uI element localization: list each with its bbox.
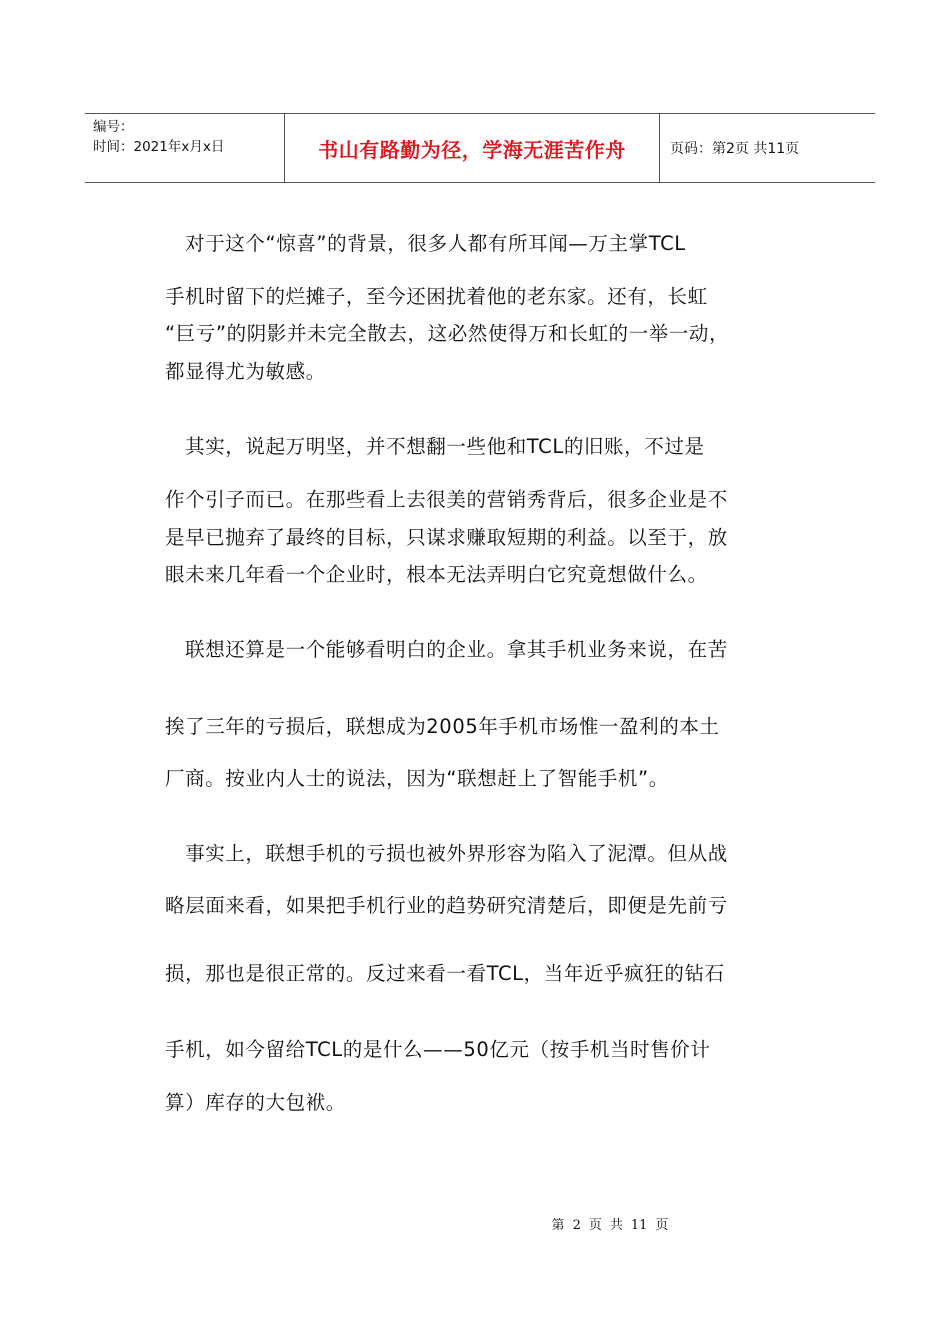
text-line: 联想还算是一个能够看明白的企业。拿其手机业务来说，在苦 (165, 638, 728, 661)
text-line: 算）库存的大包袱。 (165, 1091, 346, 1114)
footer-ye: 页 (588, 1218, 602, 1233)
text-line: 手机，如今留给TCL的是什么——50亿元（按手机当时售价计 (165, 1038, 711, 1061)
footer-ye2: 页 (655, 1218, 669, 1233)
text-line: 挨了三年的亏损后，联想成为2005年手机市场惟一盈利的本土 (165, 715, 720, 738)
header-page-info: 页码：第2页 共11页 (670, 141, 800, 157)
text-line: 略层面来看，如果把手机行业的趋势研究清楚后，即便是先前亏 (165, 894, 728, 917)
text-line: 厂商。按业内人士的说法，因为“联想赶上了智能手机”。 (165, 767, 669, 790)
text-line: “巨亏”的阴影并未完全散去，这必然使得万和长虹的一举一动， (165, 322, 730, 345)
header-motto: 书山有路勤为径，学海无涯苦作舟 (285, 114, 660, 182)
text-line: 对于这个“惊喜”的背景，很多人都有所耳闻—万主掌TCL (165, 232, 686, 255)
header-meta (85, 114, 285, 182)
doc-number-label: 编号： (93, 119, 134, 135)
text-line: 手机时留下的烂摊子，至今还困扰着他的老东家。还有，长虹 (165, 285, 708, 308)
text-line: 损，那也是很正常的。反过来看一看TCL，当年近乎疯狂的钻石 (165, 962, 725, 985)
footer-page-number: 2 (572, 1218, 581, 1233)
text-line: 都显得尤为敏感。 (165, 360, 326, 383)
text-line: 眼未来几年看一个企业时，根本无法弄明白它究竟想做什么。 (165, 563, 708, 586)
page-footer (0, 1214, 950, 1233)
text-line: 作个引子而已。在那些看上去很美的营销秀背后，很多企业是不 (165, 488, 728, 511)
text-line: 是早已抛弃了最终的目标，只谋求赚取短期的利益。以至于，放 (165, 526, 728, 549)
footer-di: 第 (551, 1218, 565, 1233)
text-line: 事实上，联想手机的亏损也被外界形容为陷入了泥潭。但从战 (165, 842, 728, 865)
page-header (85, 113, 875, 183)
footer-gong: 共 (609, 1218, 623, 1233)
text-line: 其实，说起万明坚，并不想翻一些他和TCL的旧账，不过是 (165, 435, 705, 458)
doc-time-label: 时间：2021年x月x日 (93, 139, 225, 155)
footer-total-pages: 11 (630, 1218, 648, 1233)
